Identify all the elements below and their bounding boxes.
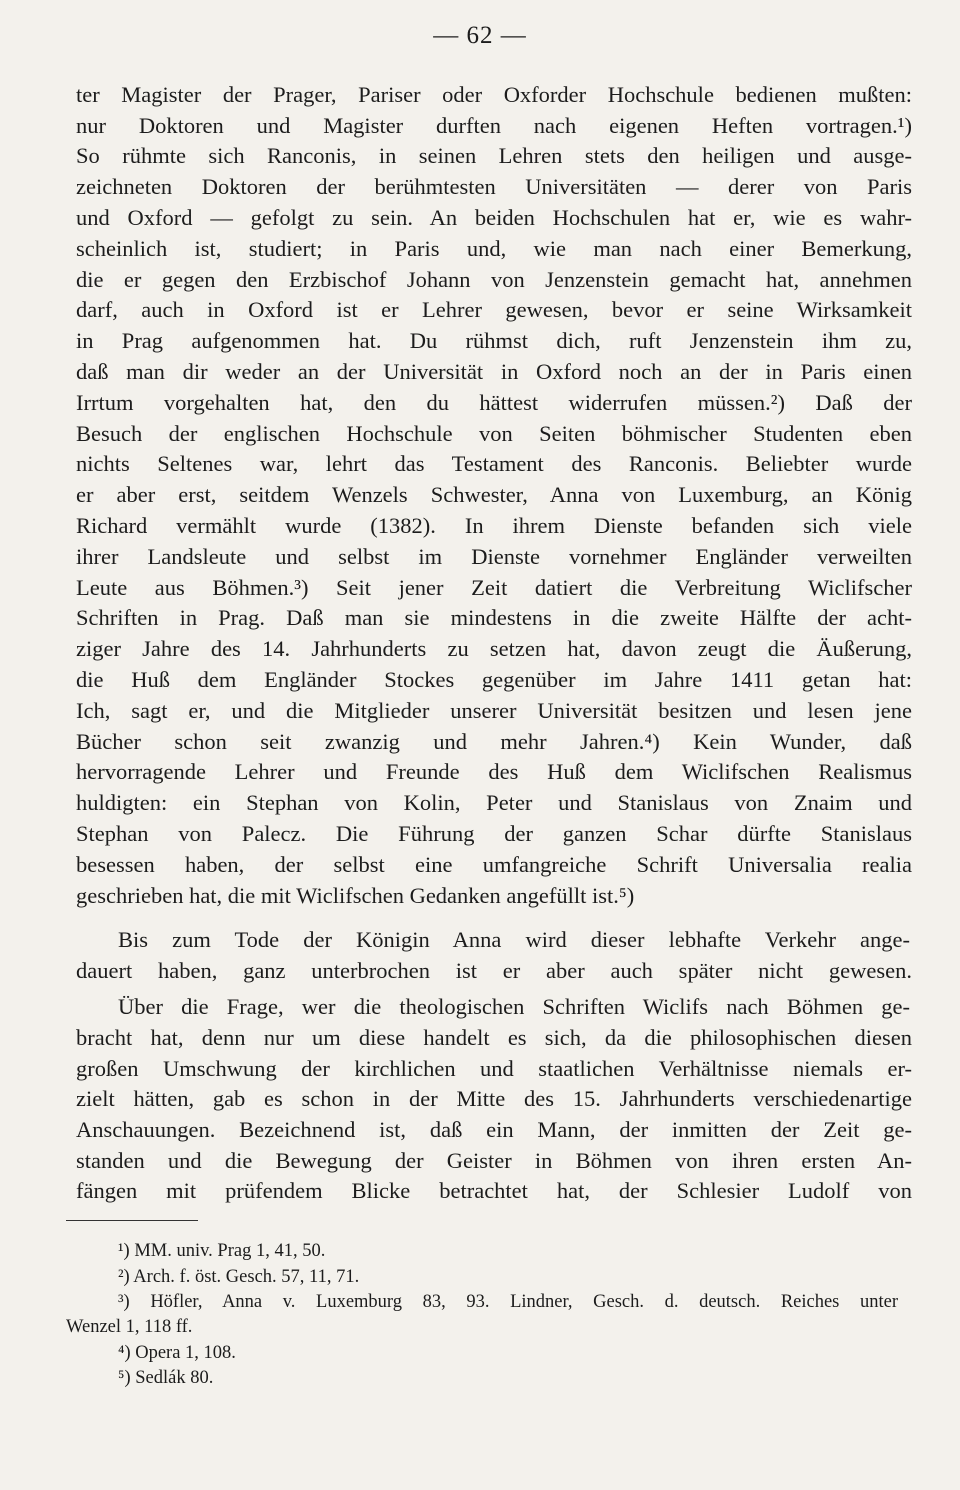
body-line: Richard vermählt wurde (1382). In ihrem Dienste befanden sich viele [76,513,912,538]
body-line: Besuch der englischen Hochschule von Seiten böhmischer Studenten eben [76,421,912,446]
body-line: zeichneten Doktoren der berühmtesten Universitäten — derer von Paris [76,174,912,199]
footnote: ²) Arch. f. öst. Gesch. 57, 11, 71. [118,1267,360,1287]
body-line: zielt hätten, gab es schon in der Mitte des 15. Jahrhunderts verschiedenartige [76,1086,912,1111]
body-line: scheinlich ist, studiert; in Paris und, wie man nach einer Bemerkung, [76,236,912,261]
body-line: besessen haben, der selbst eine umfangreiche Schrift Universalia realia [76,852,912,877]
body-line: Leute aus Böhmen.³) Seit jener Zeit datiert die Verbreitung Wiclifscher [76,575,912,600]
body-line: nichts Seltenes war, lehrt das Testament des Ranconis. Beliebter wurde [76,451,912,476]
body-line: bracht hat, denn nur um diese handelt es sich, da die philosophischen diesen [76,1025,912,1050]
body-line: huldigten: ein Stephan von Kolin, Peter und Stanislaus von Znaim und [76,790,912,815]
footnote: ⁴) Opera 1, 108. [118,1343,236,1363]
body-line: Schriften in Prag. Daß man sie mindestens in die zweite Hälfte der acht- [76,605,912,630]
body-line: Anschauungen. Bezeichnend ist, daß ein Mann, der inmitten der Zeit ge- [76,1117,912,1142]
body-line: geschrieben hat, die mit Wiclifschen Gedanken angefüllt ist.⁵) [76,883,635,908]
body-line: nur Doktoren und Magister durften nach eigenen Heften vortragen.¹) [76,113,912,138]
body-line: großen Umschwung der kirchlichen und staatlichen Verhältnisse niemals er- [76,1056,912,1081]
page-number: — 62 — [433,22,527,49]
body-line: die er gegen den Erzbischof Johann von Jenzenstein gemacht hat, annehmen [76,267,912,292]
paragraph-first-line: Bis zum Tode der Königin Anna wird dieser lebhafte Verkehr ange- [118,927,910,952]
body-line: Irrtum vorgehalten hat, den du hättest widerrufen müssen.²) Daß der [76,390,912,415]
footnote: ¹) MM. univ. Prag 1, 41, 50. [118,1241,326,1261]
body-line: fängen mit prüfendem Blicke betrachtet hat, der Schlesier Ludolf von [76,1178,912,1203]
body-line: in Prag aufgenommen hat. Du rühmst dich, ruft Jenzenstein ihm zu, [76,328,912,353]
body-line: hervorragende Lehrer und Freunde des Huß dem Wiclifschen Realismus [76,759,912,784]
footnote: ³) Höfler, Anna v. Luxemburg 83, 93. Lindner, Gesch. d. deutsch. Reiches unter [118,1292,898,1312]
body-line: die Huß dem Engländer Stockes gegenüber im Jahre 1411 getan hat: [76,667,912,692]
body-line: ter Magister der Prager, Pariser oder Oxforder Hochschule bedienen mußten: [76,82,912,107]
footnote: ⁵) Sedlák 80. [118,1368,214,1388]
body-line: darf, auch in Oxford ist er Lehrer gewesen, bevor er seine Wirksamkeit [76,297,912,322]
footnote-continuation: Wenzel 1, 118 ff. [66,1317,193,1337]
body-line: So rühmte sich Ranconis, in seinen Lehren stets den heiligen und ausge- [76,143,912,168]
footnote-separator [66,1220,198,1221]
body-line: Stephan von Palecz. Die Führung der ganzen Schar dürfte Stanislaus [76,821,912,846]
body-line: Bücher schon seit zwanzig und mehr Jahren.⁴) Kein Wunder, daß [76,729,912,754]
body-line: und Oxford — gefolgt zu sein. An beiden Hochschulen hat er, wie es wahr- [76,205,912,230]
body-line: ziger Jahre des 14. Jahrhunderts zu setzen hat, davon zeugt die Äußerung, [76,636,912,661]
body-line: er aber erst, seitdem Wenzels Schwester, Anna von Luxemburg, an König [76,482,912,507]
paragraph-first-line: Über die Frage, wer die theologischen Schriften Wiclifs nach Böhmen ge- [118,994,910,1019]
body-line: dauert haben, ganz unterbrochen ist er aber auch später nicht gewesen. [76,958,912,983]
body-line: Ich, sagt er, und die Mitglieder unserer Universität besitzen und lesen jene [76,698,912,723]
body-line: standen und die Bewegung der Geister in Böhmen von ihren ersten An- [76,1148,912,1173]
body-line: ihrer Landsleute und selbst im Dienste vornehmer Engländer verweilten [76,544,912,569]
body-line: daß man dir weder an der Universität in Oxford noch an der in Paris einen [76,359,912,384]
